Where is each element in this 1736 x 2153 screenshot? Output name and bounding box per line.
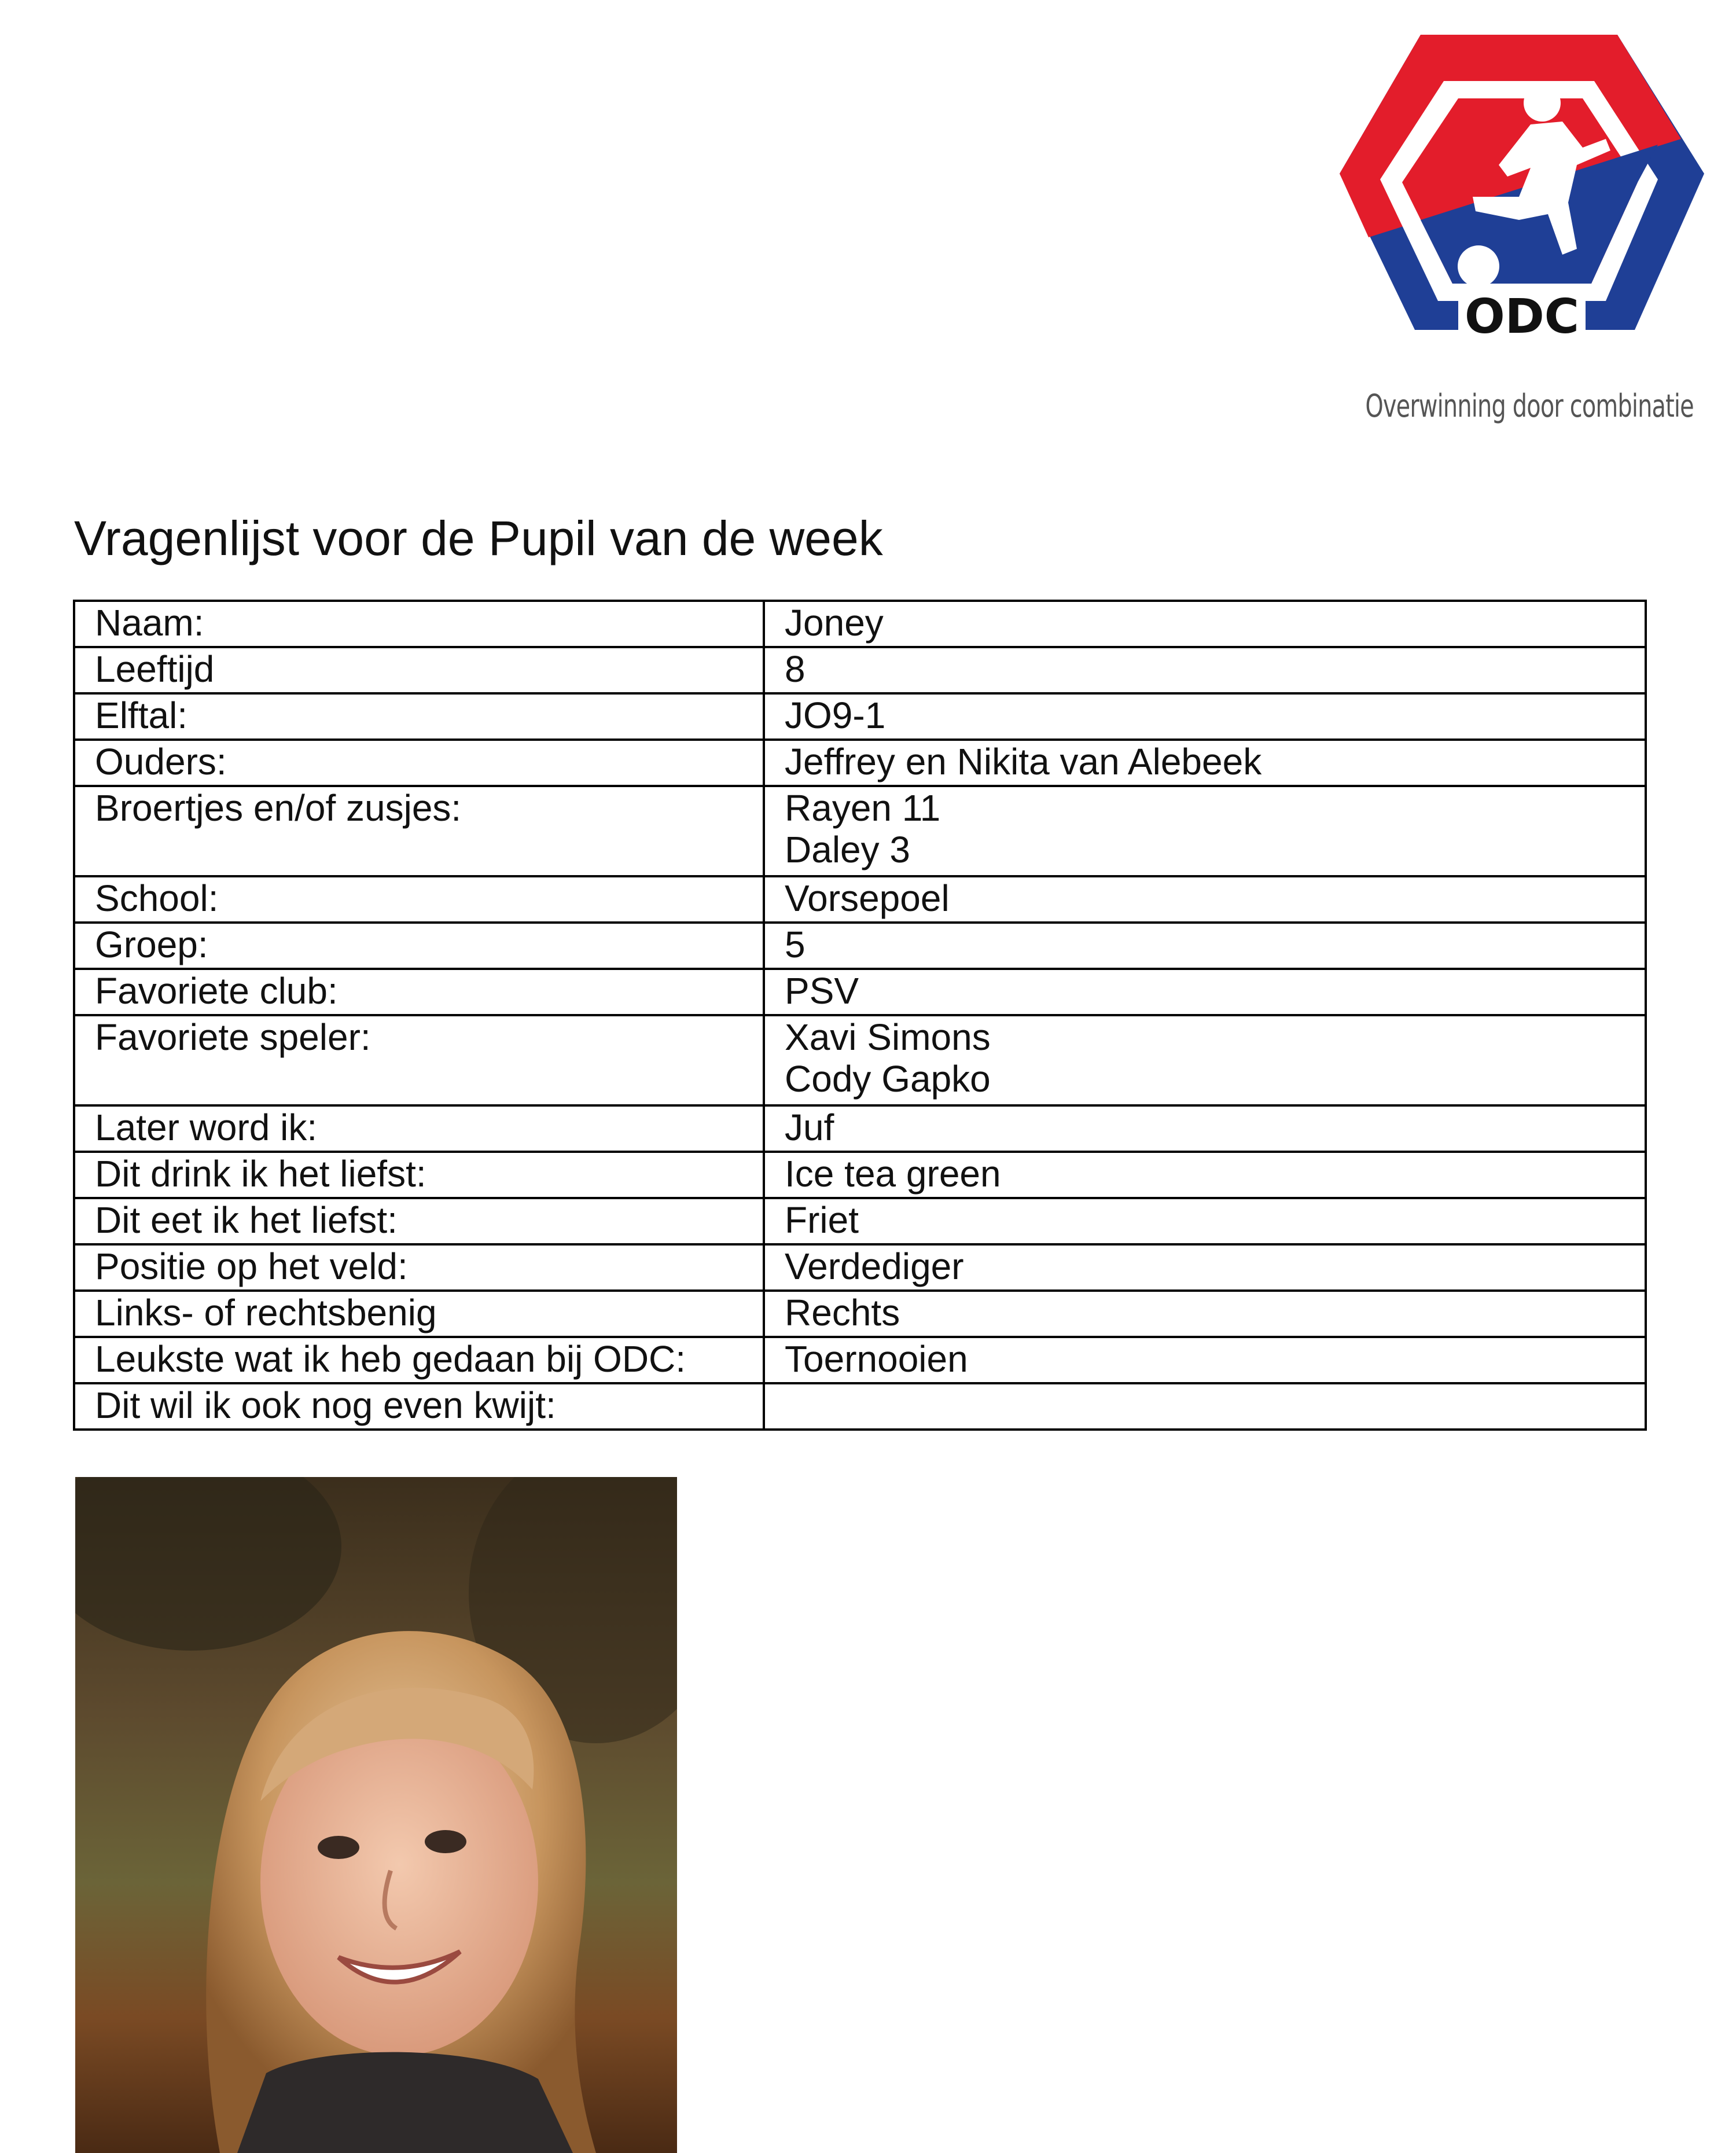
- answer-value: Toernooien: [785, 1338, 968, 1380]
- answer-cell: [764, 969, 1646, 1015]
- table-row: [74, 601, 1646, 647]
- question-label: Later word ik:: [74, 1105, 764, 1152]
- answer-value: Rechts: [785, 1292, 900, 1333]
- question-label: Elftal:: [74, 693, 764, 740]
- question-label: Links- of rechtsbenig: [74, 1291, 764, 1337]
- answer-cell: [764, 876, 1646, 923]
- page-title: Vragenlijst voor de Pupil van de week: [74, 511, 883, 565]
- answer-value: Friet: [785, 1199, 859, 1241]
- answer-cell: [764, 693, 1646, 740]
- answer-cell: [764, 1152, 1646, 1198]
- question-label: Dit drink ik het liefst:: [74, 1152, 764, 1198]
- questionnaire-table: [73, 600, 1647, 1431]
- logo-text: ODC: [1465, 289, 1579, 344]
- logo-tagline: Overwinning door combinatie: [1365, 388, 1694, 424]
- answer-value: Cody Gapko: [785, 1058, 991, 1100]
- answer-cell: [764, 1291, 1646, 1337]
- answer-cell: [764, 647, 1646, 693]
- question-label: Favoriete speler:: [74, 1015, 764, 1105]
- answer-cell: [764, 923, 1646, 969]
- table-row: [74, 1383, 1646, 1430]
- table-row: [74, 647, 1646, 693]
- table-row: [74, 1015, 1646, 1105]
- question-label: Naam:: [74, 601, 764, 647]
- answer-cell: [764, 1337, 1646, 1383]
- question-label: Leukste wat ik heb gedaan bij ODC:: [74, 1337, 764, 1383]
- answer-value: Vorsepoel: [785, 877, 950, 919]
- table-row: [74, 1291, 1646, 1337]
- question-label: Dit wil ik ook nog even kwijt:: [74, 1383, 764, 1430]
- answer-value: Joney: [785, 602, 884, 644]
- answer-value: Jeffrey en Nikita van Alebeek: [785, 741, 1262, 782]
- table-row: [74, 1198, 1646, 1244]
- table-row: [74, 1337, 1646, 1383]
- answer-value: Rayen 11: [785, 787, 941, 829]
- answer-cell: [764, 1198, 1646, 1244]
- question-label: Favoriete club:: [74, 969, 764, 1015]
- table-row: [74, 740, 1646, 786]
- answer-value: Verdediger: [785, 1245, 964, 1287]
- table-row: [74, 693, 1646, 740]
- table-row: [74, 1152, 1646, 1198]
- table-row: [74, 786, 1646, 876]
- answer-cell: [764, 786, 1646, 876]
- question-label: Positie op het veld:: [74, 1244, 764, 1291]
- answer-cell: [764, 1015, 1646, 1105]
- table-row: [74, 1105, 1646, 1152]
- answer-cell: [764, 1105, 1646, 1152]
- table-row: [74, 876, 1646, 923]
- table-row: [74, 969, 1646, 1015]
- answer-value: Juf: [785, 1107, 834, 1148]
- question-label: Broertjes en/of zusjes:: [74, 786, 764, 876]
- pupil-photo: [75, 1477, 677, 2153]
- answer-value: JO9-1: [785, 695, 886, 736]
- question-label: Dit eet ik het liefst:: [74, 1198, 764, 1244]
- club-logo: [1334, 29, 1710, 359]
- answer-value: PSV: [785, 970, 859, 1012]
- question-label: School:: [74, 876, 764, 923]
- question-label: Groep:: [74, 923, 764, 969]
- answer-cell: [764, 601, 1646, 647]
- answer-value: 8: [785, 648, 806, 690]
- question-label: Leeftijd: [74, 647, 764, 693]
- table-row: [74, 1244, 1646, 1291]
- question-label: Ouders:: [74, 740, 764, 786]
- answer-cell: [764, 740, 1646, 786]
- answer-cell: [764, 1383, 1646, 1430]
- answer-value: Daley 3: [785, 829, 910, 870]
- answer-value: 5: [785, 924, 806, 965]
- answer-cell: [764, 1244, 1646, 1291]
- table-row: [74, 923, 1646, 969]
- answer-value: Xavi Simons: [785, 1016, 991, 1058]
- answer-value: Ice tea green: [785, 1153, 1001, 1195]
